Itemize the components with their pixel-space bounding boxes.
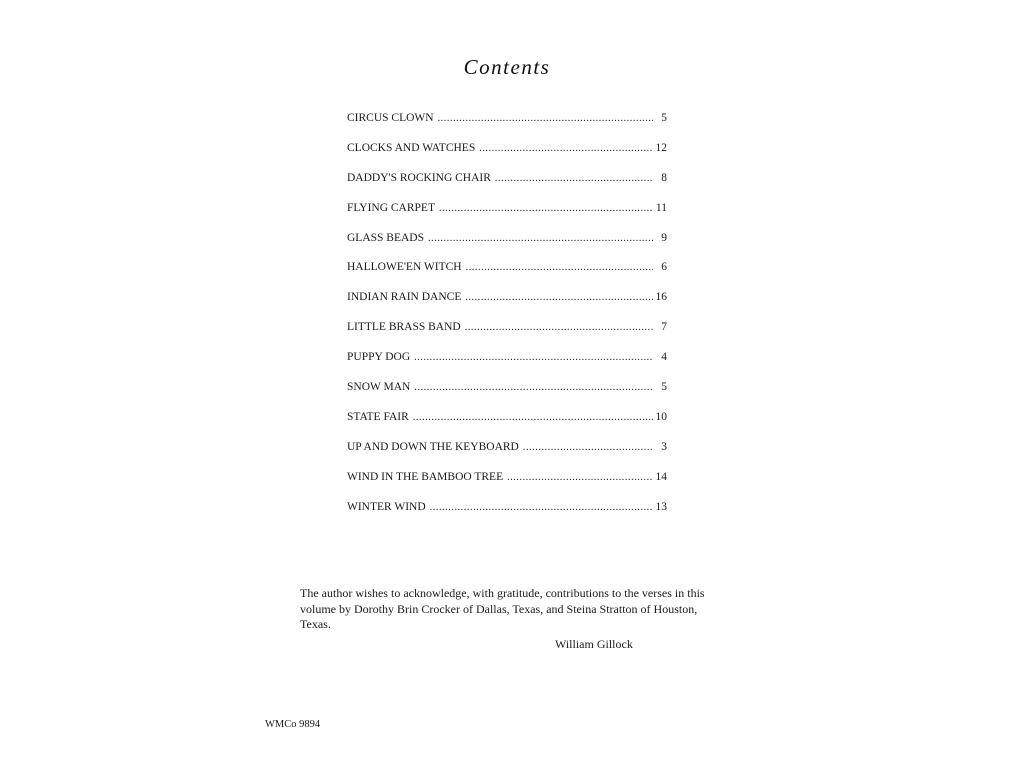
toc-leader-dots — [413, 410, 653, 426]
toc-entry-title: CIRCUS CLOWN — [347, 112, 434, 124]
toc-entry-page: 16 — [655, 291, 667, 304]
toc-entry-title: LITTLE BRASS BAND — [347, 321, 461, 334]
acknowledgement-paragraph: The author wishes to acknowledge, with gratitude, contributions to the verses in this volume by Dorothy Brin Crocker of Dallas, Texas, and Steina Stratton of Houston, Texas. — [300, 586, 705, 631]
toc-entry-title: GLASS BEADS — [347, 231, 425, 244]
toc-leader-dots — [507, 470, 653, 486]
toc-leader-dots — [430, 500, 653, 516]
toc-leader-dots — [479, 141, 653, 157]
toc-leader-dots — [428, 231, 653, 247]
toc-entry — [347, 319, 667, 349]
toc-entry-title: UP AND DOWN THE KEYBOARD — [347, 440, 519, 453]
toc-entry — [347, 170, 667, 200]
toc-leader-dots — [438, 111, 653, 127]
toc-entry — [347, 200, 667, 230]
toc-entry — [347, 469, 667, 499]
page-title: Contents — [463, 55, 551, 79]
toc-entry-page: 8 — [661, 171, 667, 184]
toc-leader-dots — [466, 260, 653, 276]
toc-entry-title: INDIAN RAIN DANCE — [347, 291, 462, 304]
catalog-code: WMCo 9894 — [265, 719, 321, 730]
toc-entry-page: 10 — [655, 410, 667, 423]
toc-entry — [347, 409, 667, 439]
toc-entry-title: WINTER WIND — [347, 500, 426, 513]
toc-entry-page: 4 — [661, 351, 667, 364]
toc-entry — [347, 499, 667, 529]
toc-entry — [347, 379, 667, 409]
toc-entry-page: 7 — [661, 321, 667, 334]
toc-entry-title: WIND IN THE BAMBOO TREE — [347, 470, 504, 483]
toc-leader-dots — [414, 380, 653, 396]
toc-entry-title: HALLOWE'EN WITCH — [347, 261, 462, 274]
toc-entry — [347, 230, 667, 260]
toc-entry-title: STATE FAIR — [347, 410, 409, 423]
toc-entry-page: 11 — [655, 201, 667, 214]
toc-entry-page: 13 — [655, 500, 667, 513]
toc-entry-title: PUPPY DOG — [347, 351, 411, 364]
toc-entry-page: 14 — [655, 470, 667, 483]
toc-leader-dots — [465, 320, 653, 336]
toc-entry — [347, 110, 667, 140]
table-of-contents — [347, 110, 667, 528]
toc-leader-dots — [495, 171, 653, 187]
toc-leader-dots — [414, 350, 653, 366]
toc-entry-page: 6 — [661, 261, 667, 274]
toc-entry-page: 5 — [661, 112, 667, 124]
toc-entry-page: 3 — [661, 440, 667, 453]
toc-entry-page: 5 — [661, 381, 667, 394]
toc-entry — [347, 439, 667, 469]
toc-entry-title: FLYING CARPET — [347, 201, 435, 214]
toc-entry — [347, 259, 667, 289]
toc-entry — [347, 289, 667, 319]
toc-entry-page: 9 — [661, 231, 667, 244]
toc-entry-page: 12 — [655, 141, 667, 154]
toc-entry-title: CLOCKS AND WATCHES — [347, 141, 476, 154]
toc-leader-dots — [523, 440, 653, 456]
toc-entry-title: DADDY'S ROCKING CHAIR — [347, 171, 491, 184]
toc-entry-title: SNOW MAN — [347, 381, 411, 394]
toc-leader-dots — [439, 201, 653, 217]
toc-leader-dots — [465, 290, 653, 306]
toc-entry — [347, 349, 667, 379]
author-signature: William Gillock — [555, 637, 633, 651]
toc-entry — [347, 140, 667, 170]
